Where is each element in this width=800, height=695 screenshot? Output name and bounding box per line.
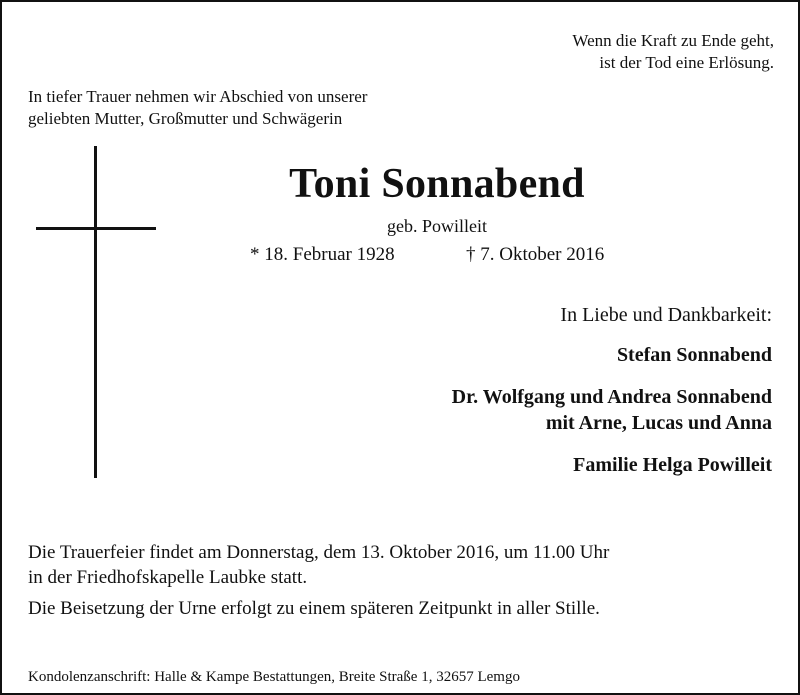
service-line-2: in der Friedhofskapelle Laubke statt. <box>28 567 308 588</box>
funeral-service-info <box>28 540 609 590</box>
mourner-line-3: mit Arne, Lucas und Anna <box>545 412 772 434</box>
birth-date: * 18. Februar 1928 <box>250 244 395 265</box>
mourner-line-4: Familie Helga Powilleit <box>573 454 772 476</box>
condolence-address: Kondolenzanschrift: Halle & Kampe Bestattungen, Breite Straße 1, 32657 Lemgo <box>28 669 520 685</box>
deceased-name: Toni Sonnabend <box>289 161 585 207</box>
motto-line-1: Wenn die Kraft zu Ende geht, <box>572 31 774 50</box>
intro-line-1: In tiefer Trauer nehmen wir Abschied von unserer <box>28 87 368 106</box>
mourner-line-2: Dr. Wolfgang und Andrea Sonnabend <box>451 386 772 408</box>
service-line-1: Die Trauerfeier findet am Donnerstag, dem 13. Oktober 2016, um 11.00 Uhr <box>28 542 610 563</box>
birth-name: geb. Powilleit <box>387 216 487 236</box>
dedication-text: In Liebe und Dankbarkeit: <box>560 304 772 326</box>
death-date: † 7. Oktober 2016 <box>466 244 605 265</box>
intro-text <box>28 86 367 130</box>
motto-line-2: ist der Tod eine Erlösung. <box>599 53 774 72</box>
intro-line-2: geliebten Mutter, Großmutter und Schwägerin <box>28 109 343 128</box>
burial-info: Die Beisetzung der Urne erfolgt zu einem späteren Zeitpunkt in aller Stille. <box>28 598 600 619</box>
motto-quote <box>572 30 774 74</box>
mourner-line-1: Stefan Sonnabend <box>616 344 772 366</box>
